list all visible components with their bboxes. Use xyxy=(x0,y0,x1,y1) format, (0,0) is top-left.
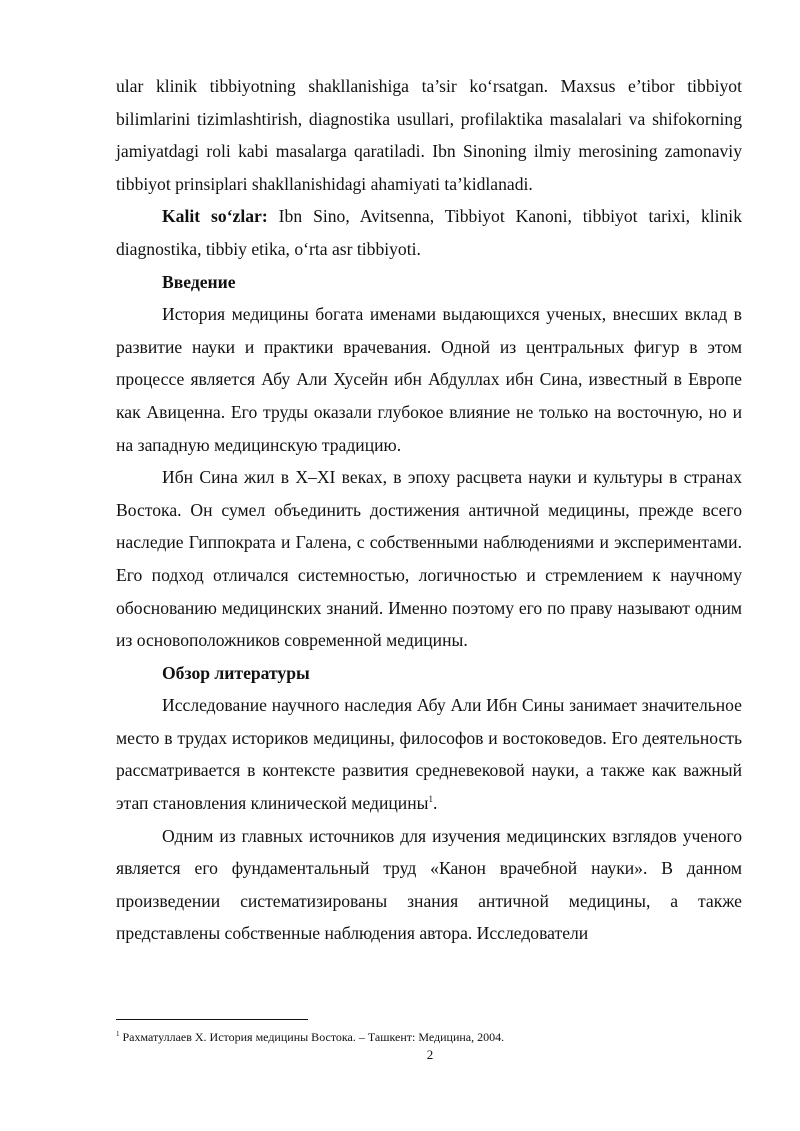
footnote-separator xyxy=(116,1019,308,1020)
intro-heading: Введение xyxy=(162,271,236,292)
footnote-text: Рахматуллаев Х. История медицины Востока. – Ташкент: Медицина, 2004. xyxy=(119,1030,505,1044)
keywords-label: Kalit so‘zlar: xyxy=(162,206,268,227)
intro-paragraph-1: История медицины богата именами выдающихся ученых, внесших вклад в развитие науки и практики врачевания. Одной из центральных фигур в этом процессе является Абу Али Хусейн ибн Абдуллах ибн Сина, известный в Европе как Авиценна. Его труды оказали глубокое влияние не только на восточную, но и на западную медицинскую традицию. xyxy=(116,304,742,455)
intro-paragraph-2: Ибн Сина жил в X–XI веках, в эпоху расцвета науки и культуры в странах Востока. Он сумел объединить достижения античной медицины, прежде всего наследие Гиппократа и Галена, с собственными наблюдениями и экспериментами. Его подход отличался системностью, логичностью и стремлением к научному обоснованию медицинских знаний. Именно поэтому его по праву называют одним из основоположников современной медицины. xyxy=(116,467,742,651)
literature-paragraph-2: Одним из главных источников для изучения медицинских взглядов ученого является его фундаментальный труд «Канон врачебной науки». В данном произведении систематизированы знания античной медицины, а также представлены собственные наблюдения автора. Исследователи xyxy=(116,825,742,944)
literature-paragraph-1 xyxy=(116,689,742,819)
literature-paragraph-1-end: . xyxy=(432,793,438,814)
literature-paragraph-1-text: Исследование научного наследия Абу Али Ибн Сины занимает значительное место в трудах историков медицины, философов и востоковедов. Его деятельность рассматривается в контексте развития средневековой науки, а также как важный этап становления клинической медицины xyxy=(116,695,742,814)
keywords-text: Ibn Sino, Avitsenna, Tibbiyot Kanoni, tibbiyot tarixi, klinik diagnostika, tibbiy etika, o‘rta asr tibbiyoti. xyxy=(116,206,742,259)
page-number: 2 xyxy=(426,1047,434,1062)
abstract-tail-paragraph: ular klinik tibbiyotning shakllanishiga ta’sir ko‘rsatgan. Maxsus e’tibor tibbiyot bilimlarini tizimlashtirish, diagnostika usullari, profilaktika masalalari va shifokorning jamiyatdagi roli kabi masalarga qaratiladi. Ibn Sinoning ilmiy merosining zamonaviy tibbiyot prinsiplari shakllanishidagi ahamiyati ta’kidlanadi. xyxy=(116,76,742,194)
literature-heading: Обзор литературы xyxy=(162,662,310,683)
footnote-marker: 1 xyxy=(116,1030,120,1038)
footnote-reference[interactable]: 1 xyxy=(428,794,433,805)
footnote xyxy=(116,1029,742,1045)
body-text xyxy=(116,70,742,950)
keywords-paragraph xyxy=(116,200,742,265)
